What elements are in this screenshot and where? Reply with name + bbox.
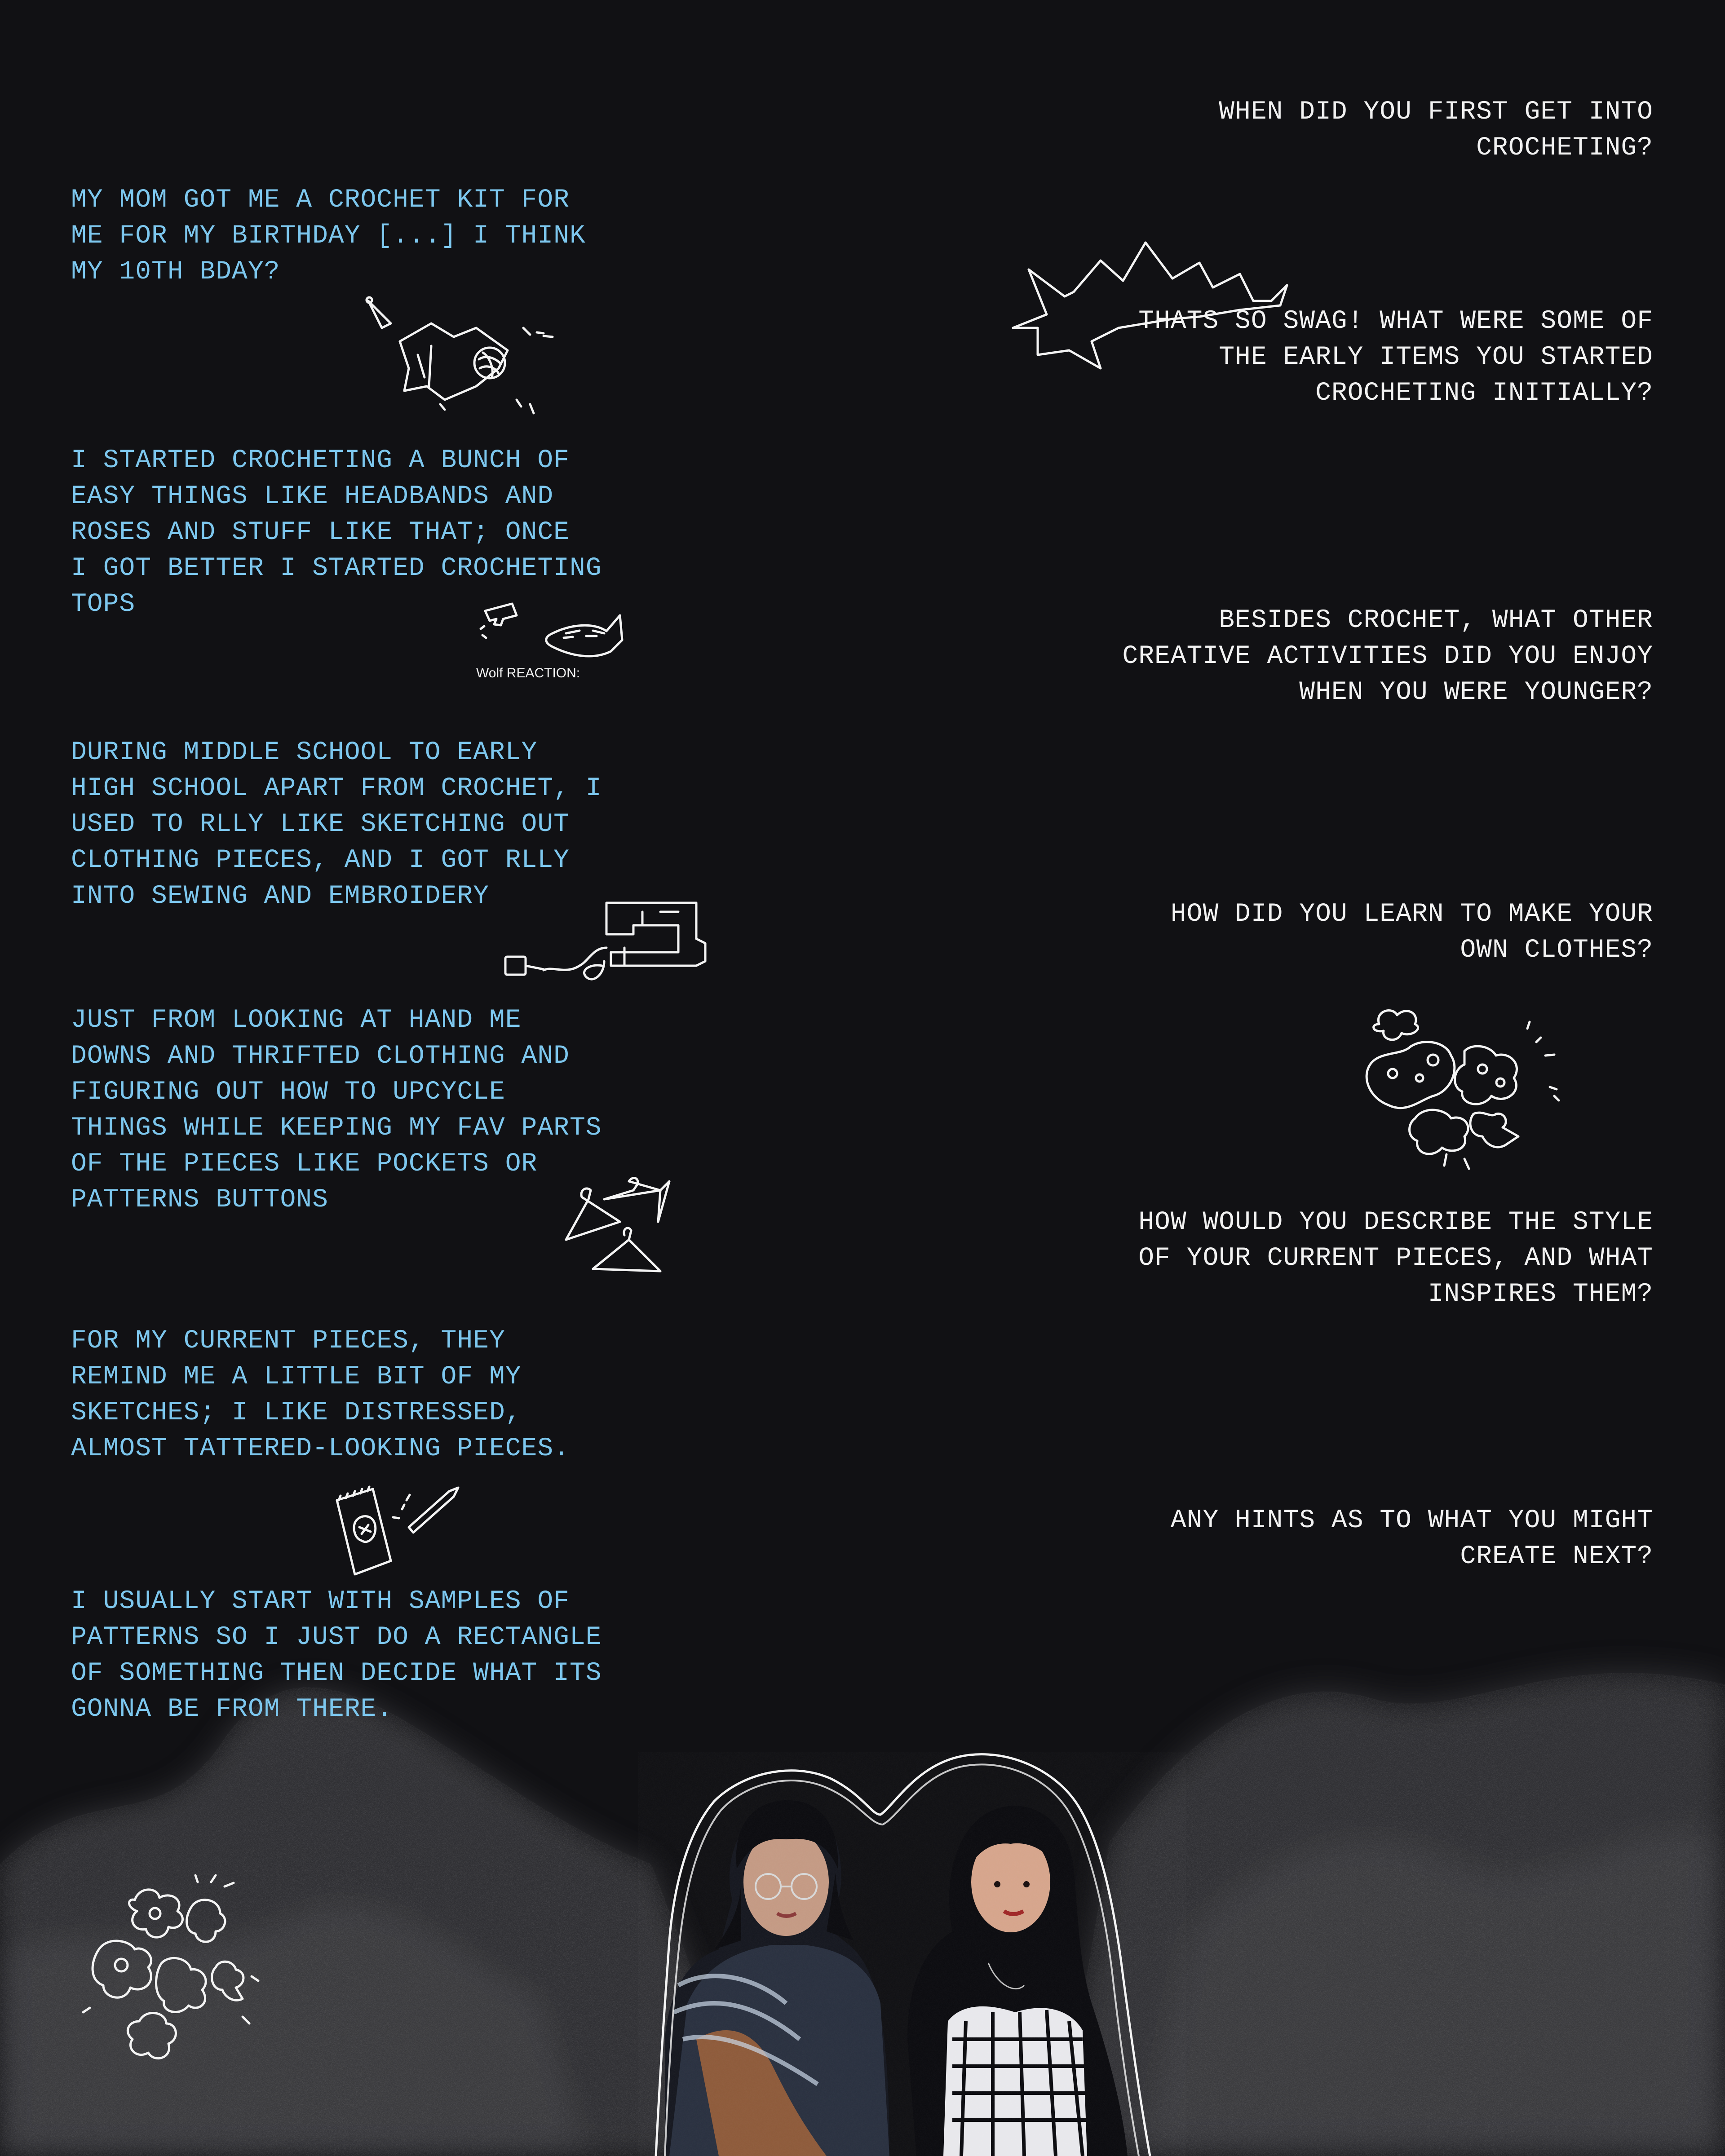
flower-cluster-icon xyxy=(81,1873,270,2075)
svg-text:Wolf REACTION:: Wolf REACTION: xyxy=(476,666,580,680)
question-current-style: HOW WOULD YOU DESCRIBE THE STYLE OF YOUR CURRENT PIECES, AND WHAT INSPIRES THEM? xyxy=(1138,1208,1653,1309)
question-create-next: ANY HINTS AS TO WHAT YOU MIGHT CREATE NEXT? xyxy=(1170,1506,1653,1571)
answer-current-style: FOR MY CURRENT PIECES, THEY REMIND ME A LITTLE BIT OF MY SKETCHES; I LIKE DISTRESSED, ALMOST TATTERED-LOOKING PIECES. xyxy=(71,1326,570,1463)
question-first-crochet: WHEN DID YOU FIRST GET INTO CROCHETING? xyxy=(1219,97,1653,163)
wolf-reaction-icon xyxy=(476,597,647,687)
two-people-in-crochet-tops-photo xyxy=(638,1752,1186,2156)
blob-cluster-icon xyxy=(1357,1002,1572,1181)
question-early-items: THATS SO SWAG! WHAT WERE SOME OF THE EARLY ITEMS YOU STARTED CROCHETING INITIALLY? xyxy=(1138,307,1653,408)
sketchbook-pencil-icon xyxy=(332,1482,463,1586)
question-other-activities: BESIDES CROCHET, WHAT OTHER CREATIVE ACTIVITIES DID YOU ENJOY WHEN YOU WERE YOUNGER? xyxy=(1122,606,1653,707)
question-learn-clothes: HOW DID YOU LEARN TO MAKE YOUR OWN CLOTHES? xyxy=(1170,900,1653,965)
answer-other-activities: DURING MIDDLE SCHOOL TO EARLY HIGH SCHOOL APART FROM CROCHET, I USED TO RLLY LIKE SKETCHING OUT CLOTHING PIECES, AND I GOT RLLY INTO SEWING AND EMBROIDERY xyxy=(71,738,602,911)
answer-create-next: I USUALLY START WITH SAMPLES OF PATTERNS SO I JUST DO A RECTANGLE OF SOMETHING THEN DECIDE WHAT ITS GONNA BE FROM THERE. xyxy=(71,1587,602,1724)
speech-burst-icon xyxy=(1011,238,1370,373)
answer-first-crochet: MY MOM GOT ME A CROCHET KIT FOR ME FOR MY BIRTHDAY [...] I THINK MY 10TH BDAY? xyxy=(71,186,586,287)
hangers-icon xyxy=(562,1172,696,1280)
answer-early-items: I STARTED CROCHETING A BUNCH OF EASY THINGS LIKE HEADBANDS AND ROSES AND STUFF LIKE THAT; ONCE I GOT BETTER I STARTED CROCHETING TOPS xyxy=(71,446,602,619)
party-yarn-icon xyxy=(364,296,588,413)
sewing-machine-icon xyxy=(499,898,705,988)
answer-learn-clothes: JUST FROM LOOKING AT HAND ME DOWNS AND THRIFTED CLOTHING AND FIGURING OUT HOW TO UPCYCLE THINGS WHILE KEEPING MY FAV PARTS OF THE PIECES LIKE POCKETS OR PATTERNS BUTTONS xyxy=(71,1006,602,1215)
